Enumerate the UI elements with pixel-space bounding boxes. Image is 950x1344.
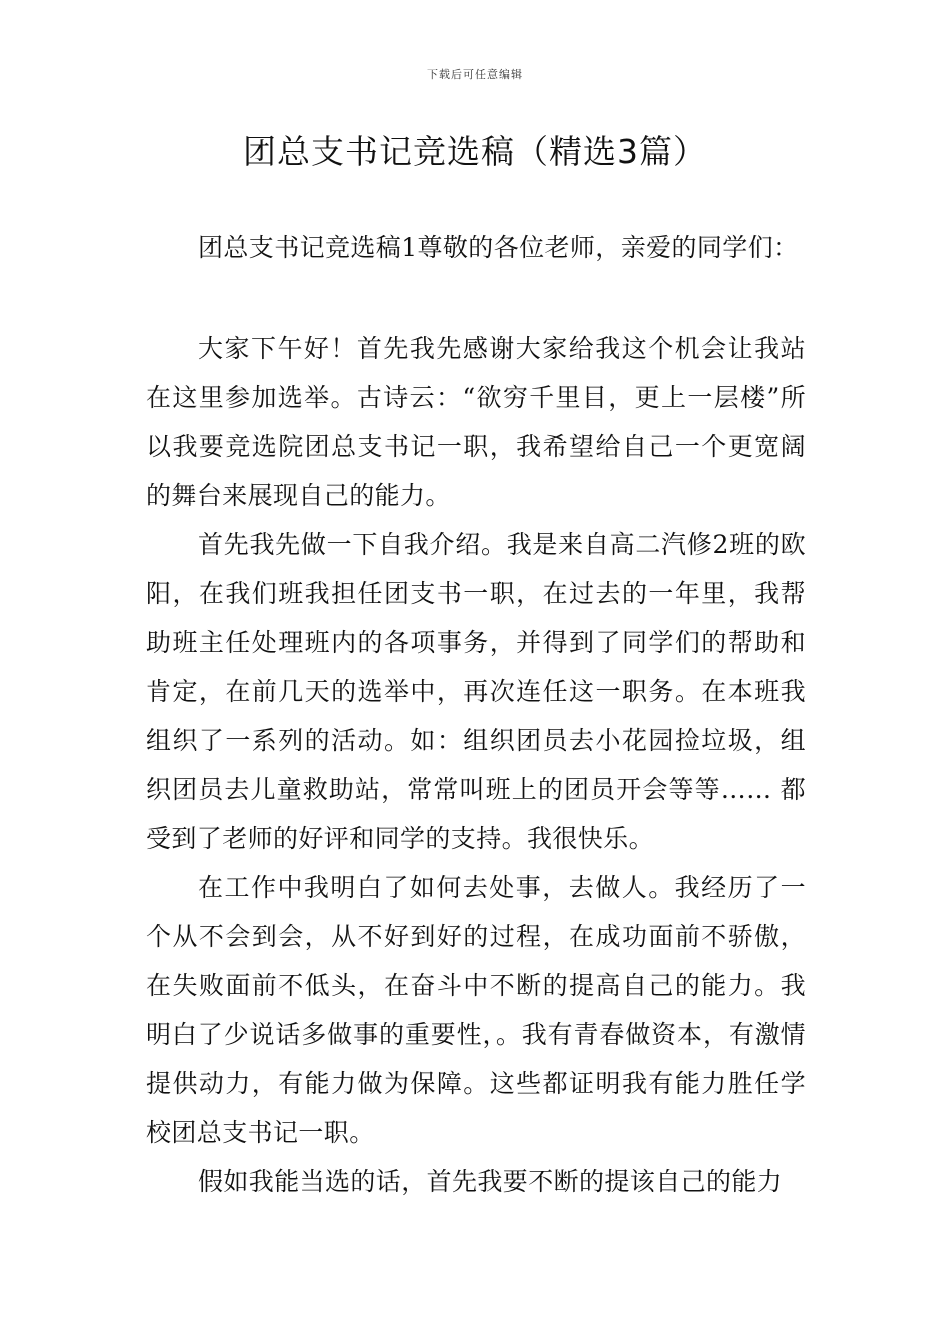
paragraph-1: 大家下午好！首先我先感谢大家给我这个机会让我站在这里参加选举。古诗云：“欲穷千里目，更上一层楼”所以我要竞选院团总支书记一职，我希望给自己一个更宽阔的舞台来展现自己的能力。	[146, 334, 806, 510]
header-note: 下载后可任意编辑	[427, 68, 523, 81]
paragraph-2: 首先我先做一下自我介绍。我是来自高二汽修2班的欧阳，在我们班我担任团支书一职，在过去的一年里，我帮助班主任处理班内的各项事务，并得到了同学们的帮助和肯定，在前几天的选举中，再次连任这一职务。在本班我组织了一系列的活动。如：组织团员去小花园捡垃圾，组织团员去儿童救助站，常常叫班上的团员开会等等…… 都受到了老师的好评和同学的支持。我很快乐。	[146, 530, 806, 853]
document-body	[146, 223, 806, 1206]
paragraph-greeting: 团总支书记竞选稿1尊敬的各位老师，亲爱的同学们：	[198, 233, 799, 262]
document-title: 团总支书记竞选稿（精选3篇）	[243, 132, 707, 171]
paragraph-4: 假如我能当选的话，首先我要不断的提该自己的能力	[198, 1167, 783, 1196]
paragraph-3: 在工作中我明白了如何去处事，去做人。我经历了一个从不会到会，从不好到好的过程，在成功面前不骄傲，在失败面前不低头，在奋斗中不断的提高自己的能力。我明白了少说话多做事的重要性，。我有青春做资本，有激情提供动力，有能力做为保障。这些都证明我有能力胜任学校团总支书记一职。	[146, 873, 806, 1147]
